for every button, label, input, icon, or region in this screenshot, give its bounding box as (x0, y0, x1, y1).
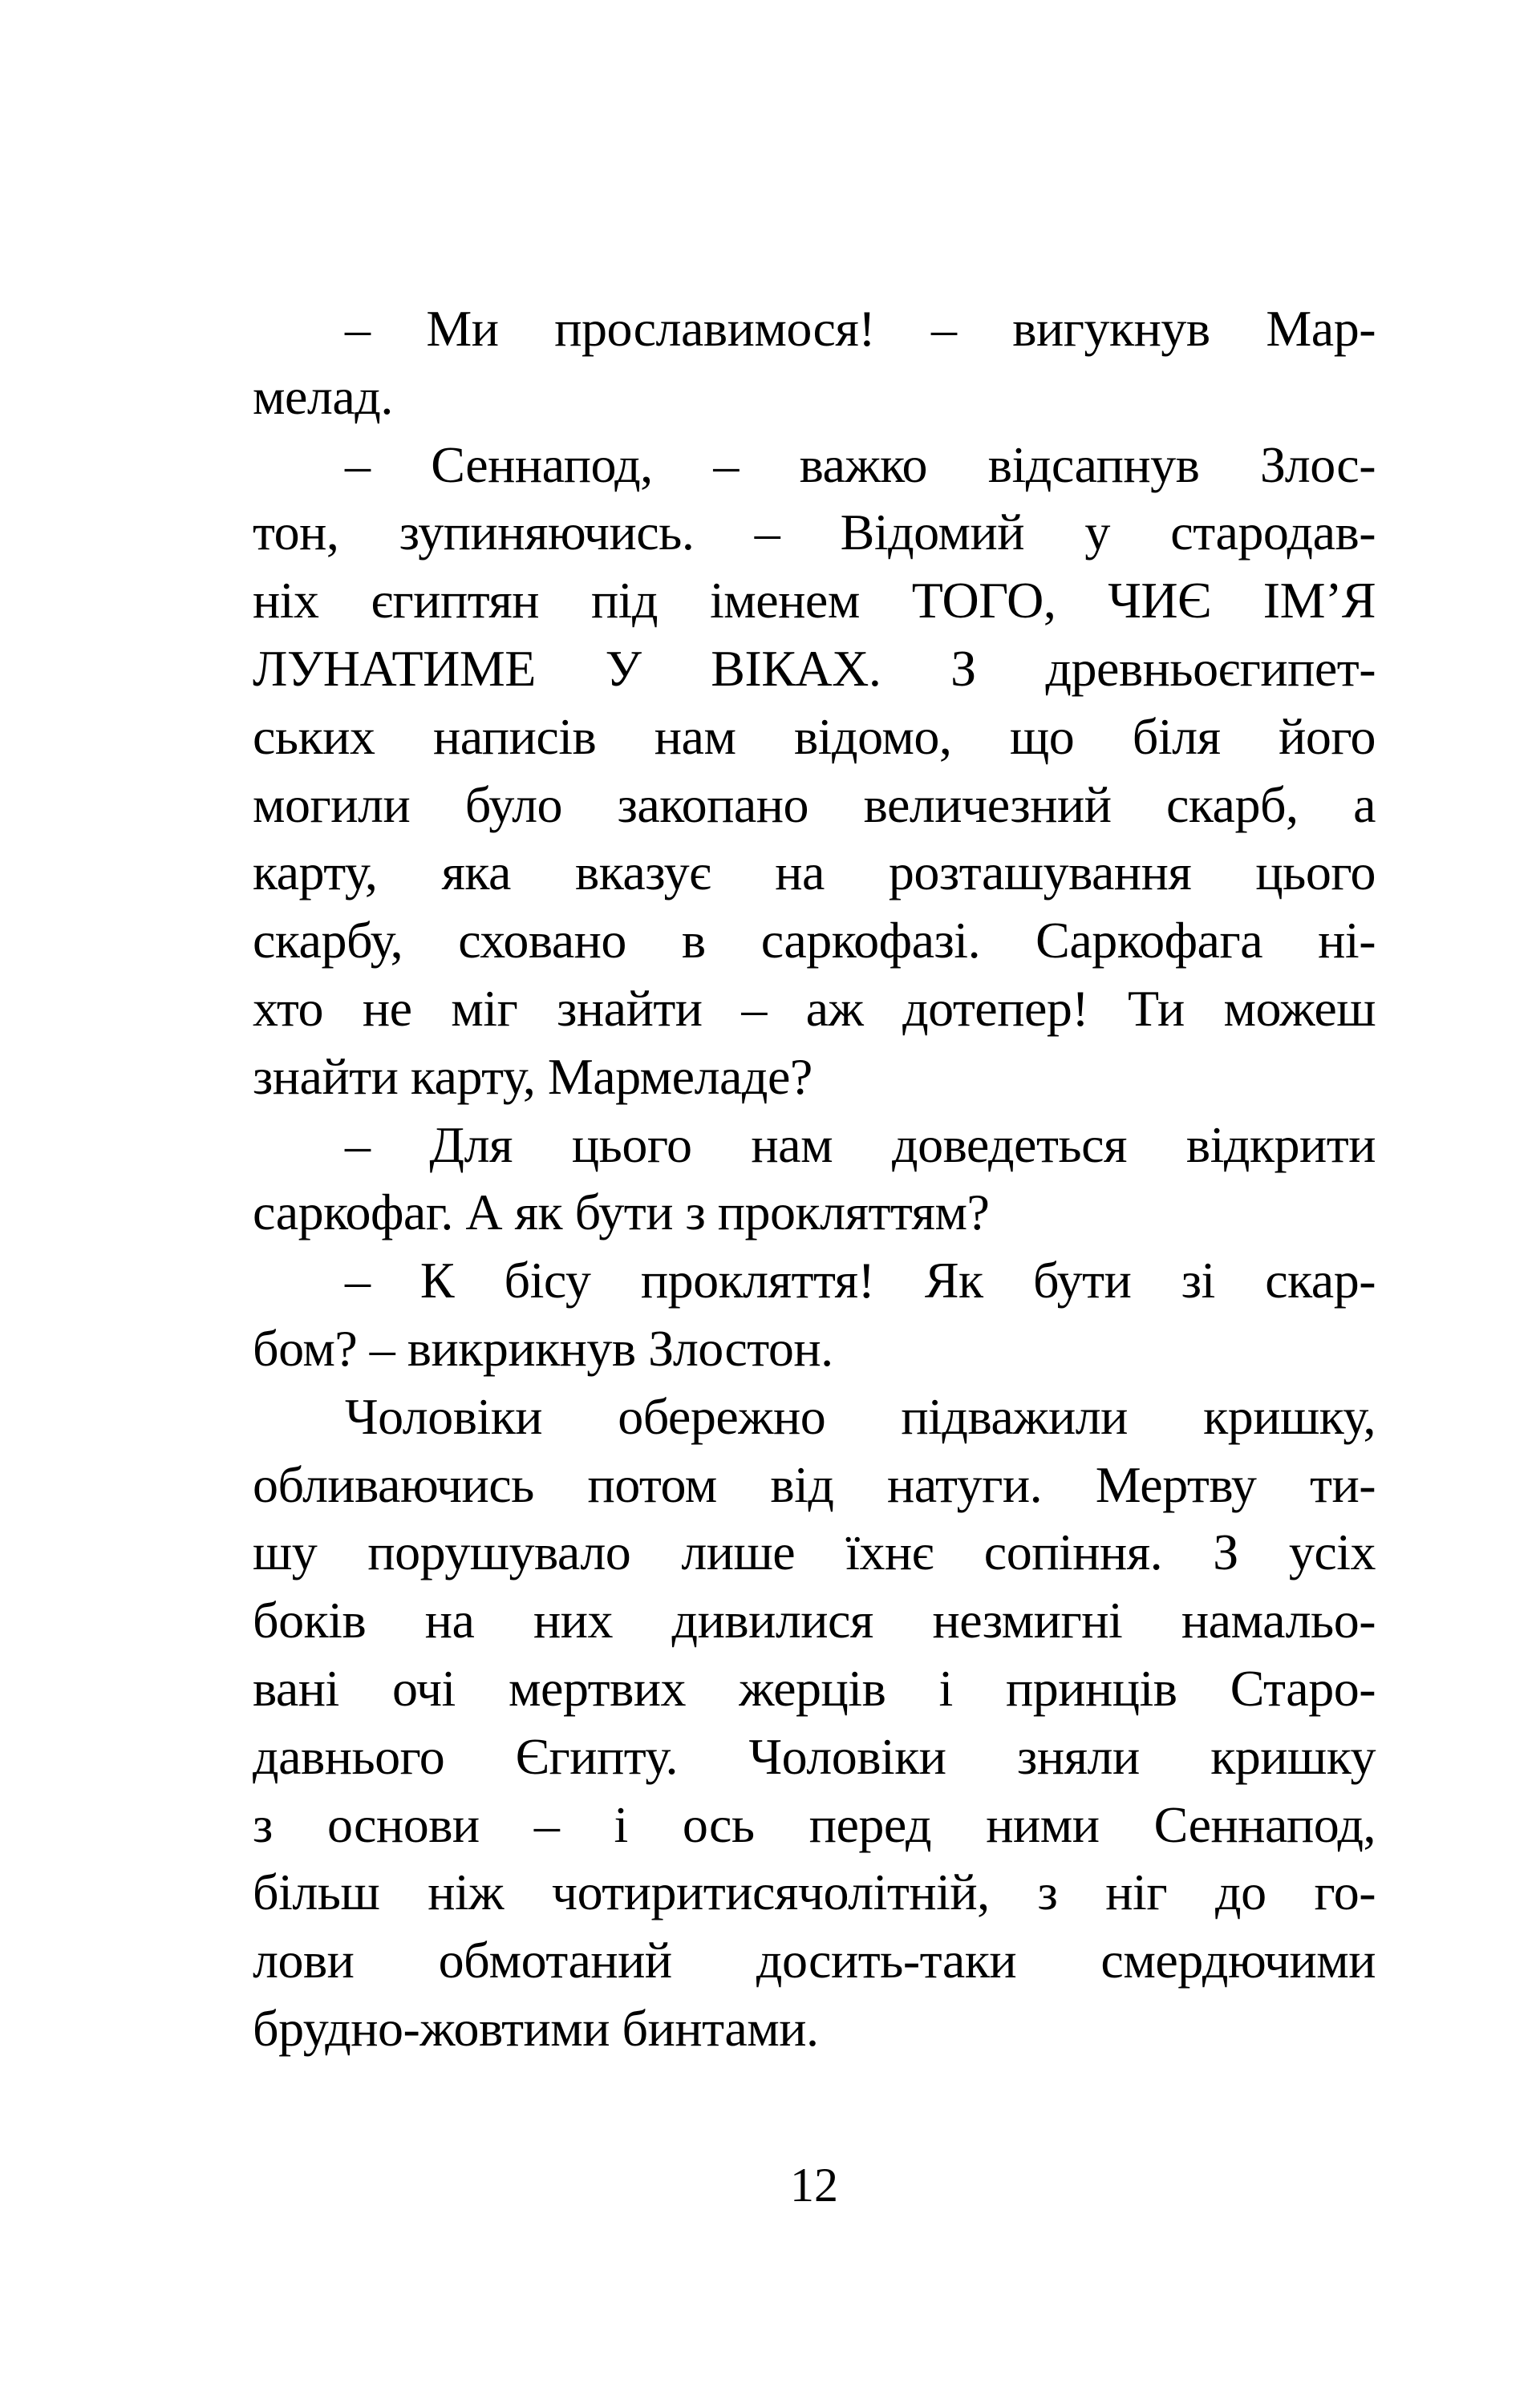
page-number: 12 (790, 2159, 838, 2212)
text-line: скарбу, сховано в саркофазі. Саркофага ні- (253, 912, 1376, 969)
text-line: лови обмотаний досить-таки смердючими (253, 1932, 1376, 1989)
text-line: хто не міг знайти – аж дотепер! Ти можеш (253, 979, 1376, 1037)
text-line: ських написів нам відомо, що біля його (253, 707, 1376, 765)
text-line: – Ми прославимося! – вигукнув Мар- (345, 300, 1376, 357)
text-line: шу порушувало лише їхнє сопіння. З усіх (253, 1524, 1376, 1581)
text-line: мелад. (253, 367, 393, 425)
text-line: брудно-жовтими бинтами. (253, 1999, 819, 2057)
text-line: знайти карту, Мармеладе? (253, 1047, 813, 1105)
text-line: з основи – і ось перед ними Сеннапод, (253, 1795, 1376, 1853)
text-line: більш ніж чотиритисячолітній, з ніг до го- (253, 1864, 1376, 1921)
text-line: Чоловіки обережно підважили кришку, (345, 1387, 1376, 1445)
text-line: тон, зупиняючись. – Відомий у стародав- (253, 504, 1376, 561)
text-line: – К бісу прокляття! Як бути зі скар- (345, 1252, 1376, 1309)
text-line: саркофаг. А як бути з прокляттям? (253, 1184, 990, 1241)
text-line: ЛУНАТИМЕ У ВІКАХ. З древньоєгипет- (253, 639, 1376, 697)
text-line: – Для цього нам доведеться відкрити (345, 1115, 1376, 1173)
body-text (253, 295, 1376, 2063)
text-line: ніх єгиптян під іменем ТОГО, ЧИЄ ІМ’Я (253, 572, 1376, 629)
text-line: давнього Єгипту. Чоловіки зняли кришку (253, 1727, 1376, 1785)
text-line: – Сеннапод, – важко відсапнув Злос- (345, 435, 1376, 493)
text-line: обливаючись потом від натуги. Мертву ти- (253, 1455, 1376, 1513)
text-line: могили було закопано величезний скарб, а (253, 775, 1376, 833)
text-line: карту, яка вказує на розташування цього (253, 844, 1376, 901)
text-line: вані очі мертвих жерців і принців Старо- (253, 1659, 1376, 1717)
text-line: бом? – викрикнув Злостон. (253, 1319, 833, 1377)
text-line: боків на них дивилися незмигні намальо- (253, 1592, 1376, 1649)
